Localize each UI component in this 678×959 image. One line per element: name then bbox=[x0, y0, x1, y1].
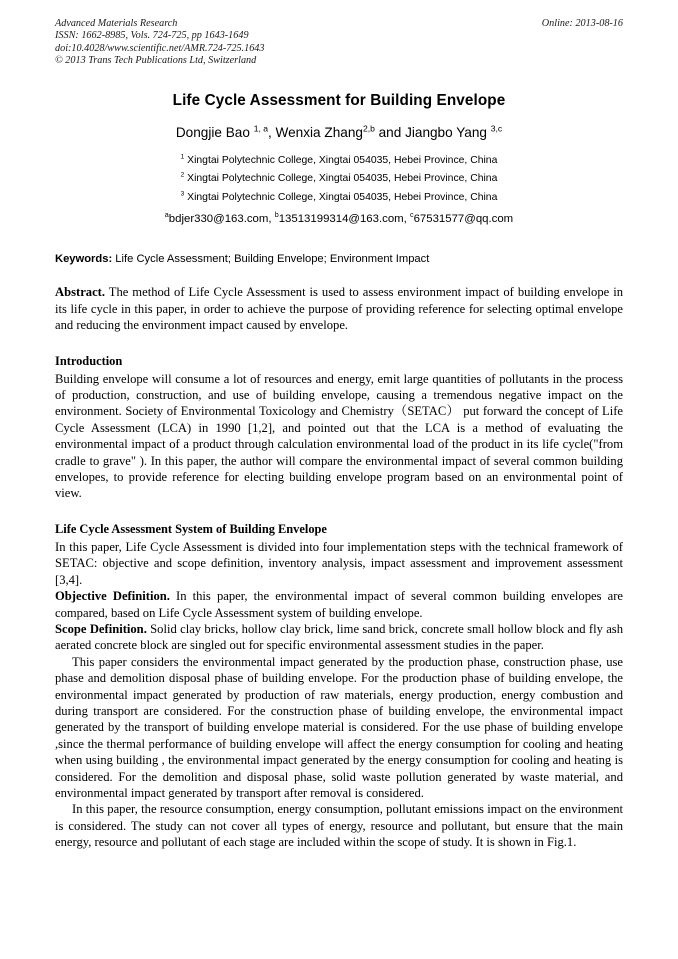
keywords-label: Keywords: bbox=[55, 253, 113, 266]
affiliation-1-marker: 1 bbox=[180, 153, 185, 161]
journal-header-row-1 bbox=[55, 18, 623, 30]
email-b-marker: b bbox=[274, 211, 279, 220]
affiliation-2 bbox=[55, 170, 623, 189]
scope-definition-text: Solid clay bricks, hollow clay brick, lime sand brick, concrete small hollow block and fly ash aerated concrete block are singled out for specific environmental assessment studies in the paper. bbox=[55, 621, 623, 653]
lca-paragraph-1: In this paper, Life Cycle Assessment is divided into four implementation steps with the technical framework of SETAC: objective and scope definition, inventory analysis, impact assessment and improvement assessment [3,4]. bbox=[55, 539, 623, 587]
affiliation-3-text: Xingtai Polytechnic College, Xingtai 054035, Hebei Province, China bbox=[184, 191, 498, 203]
online-publication-date: Online: 2013-08-16 bbox=[541, 18, 623, 29]
affiliation-1 bbox=[55, 152, 623, 171]
lca-paragraph-phases: This paper considers the environmental impact generated by the production phase, construction phase, use phase and demolition disposal phase of building envelope. For the production phase of building envelope, the environmental impact generated by production of raw materials, energy production, energy combustion and during transport are considered. For the construction phase of building envelope, the environmental impact generated by the transport of building envelope material is considered. For the use phase of building envelope ,since the thermal performance of building envelope will affect the energy consumption for cooling and heating when using building , the environmental impact generated by the energy consumption for cooling and heating is considered. For the demolition and disposal phase, solid waste pollution generated by waste material, and environmental impact generated by transport after removal is considered. bbox=[55, 654, 623, 800]
lca-paragraph-scope-of-study: In this paper, the resource consumption, energy consumption, pollutant emissions impact on the environment is considered. The study can not cover all types of energy, resource and pollutant, but ensure that the main energy, resource and pollutant of each stage are included within the scope of study. It is shown in Fig.1. bbox=[55, 802, 623, 850]
journal-name: Advanced Materials Research bbox=[55, 18, 178, 29]
section-heading-introduction: Introduction bbox=[55, 353, 123, 368]
keywords-value: Life Cycle Assessment; Building Envelope; Environment Impact bbox=[112, 253, 430, 266]
email-c-marker: c bbox=[409, 211, 414, 220]
abstract-paragraph bbox=[55, 284, 623, 333]
affiliation-3 bbox=[55, 189, 623, 208]
author-list bbox=[55, 124, 623, 141]
email-a[interactable]: bdjer330@163.com, bbox=[168, 213, 275, 226]
abstract-label: Abstract. bbox=[55, 285, 106, 300]
author-separator-2: and bbox=[374, 124, 406, 140]
author-3-name: Jiangbo Yang bbox=[405, 124, 491, 140]
introduction-paragraph-1: Building envelope will consume a lot of resources and energy, emit large quantities of pollutants in the process of production, construction, and use of building envelope, causing a tremendous negative impact on the environment. Society of Environmental Toxicology and Chemistry（SETAC） put forward the concept of Life Cycle Assessment (LCA) in 1990 [1,2], and pointed out that the LCA is a method of evaluating the environmental impact of a product through calculation environmental load of the product in its life cycle("from cradle to grave" ). In this paper, the author will compare the environmental impact of several common building envelopes, to provide reference for electing building envelope program based on an environmental point of view. bbox=[55, 371, 623, 501]
author-1-affiliation-marker: 1, a bbox=[253, 123, 268, 134]
keywords-line bbox=[55, 252, 623, 267]
affiliation-3-marker: 3 bbox=[180, 190, 185, 198]
affiliation-2-text: Xingtai Polytechnic College, Xingtai 054035, Hebei Province, China bbox=[184, 173, 498, 185]
scope-definition-lead: Scope Definition. bbox=[55, 621, 147, 636]
affiliation-1-text: Xingtai Polytechnic College, Xingtai 054035, Hebei Province, China bbox=[184, 154, 498, 166]
author-2-affiliation-marker: 2,b bbox=[362, 123, 375, 134]
copyright-line: © 2013 Trans Tech Publications Ltd, Switzerland bbox=[55, 55, 257, 67]
affiliation-2-marker: 2 bbox=[180, 171, 185, 179]
abstract-text: The method of Life Cycle Assessment is used to assess environment impact of building envelope in its life cycle in this paper, in order to achieve the purpose of providing reference for selecting optimal envelope and reducing the environment impact caused by envelope. bbox=[55, 285, 623, 333]
objective-definition-paragraph bbox=[55, 588, 623, 621]
author-1-name: Dongjie Bao bbox=[175, 124, 254, 140]
doi-line: doi:10.4028/www.scientific.net/AMR.724-725.1643 bbox=[55, 42, 265, 54]
author-emails bbox=[55, 210, 623, 228]
objective-definition-text: In this paper, the environmental impact of several common building envelopes are compared, based on Life Cycle Assessment system of building envelope. bbox=[55, 589, 623, 620]
page-title: Life Cycle Assessment for Building Envelope bbox=[172, 91, 506, 109]
section-heading-lca-system: Life Cycle Assessment System of Building Envelope bbox=[55, 521, 327, 536]
email-b[interactable]: 13513199314@163.com, bbox=[278, 213, 410, 226]
email-c[interactable]: 67531577@qq.com bbox=[413, 213, 514, 226]
scope-definition-paragraph bbox=[55, 621, 623, 654]
objective-definition-lead: Objective Definition. bbox=[55, 589, 170, 604]
author-3-affiliation-marker: 3,c bbox=[490, 123, 503, 134]
author-2-name: Wenxia Zhang bbox=[275, 124, 363, 140]
author-separator-1: , bbox=[267, 124, 276, 140]
email-a-marker: a bbox=[164, 211, 169, 220]
affiliation-block bbox=[55, 152, 623, 229]
journal-header bbox=[55, 18, 623, 68]
issn-volume-pages: ISSN: 1662-8985, Vols. 724-725, pp 1643-1649 bbox=[55, 30, 249, 42]
